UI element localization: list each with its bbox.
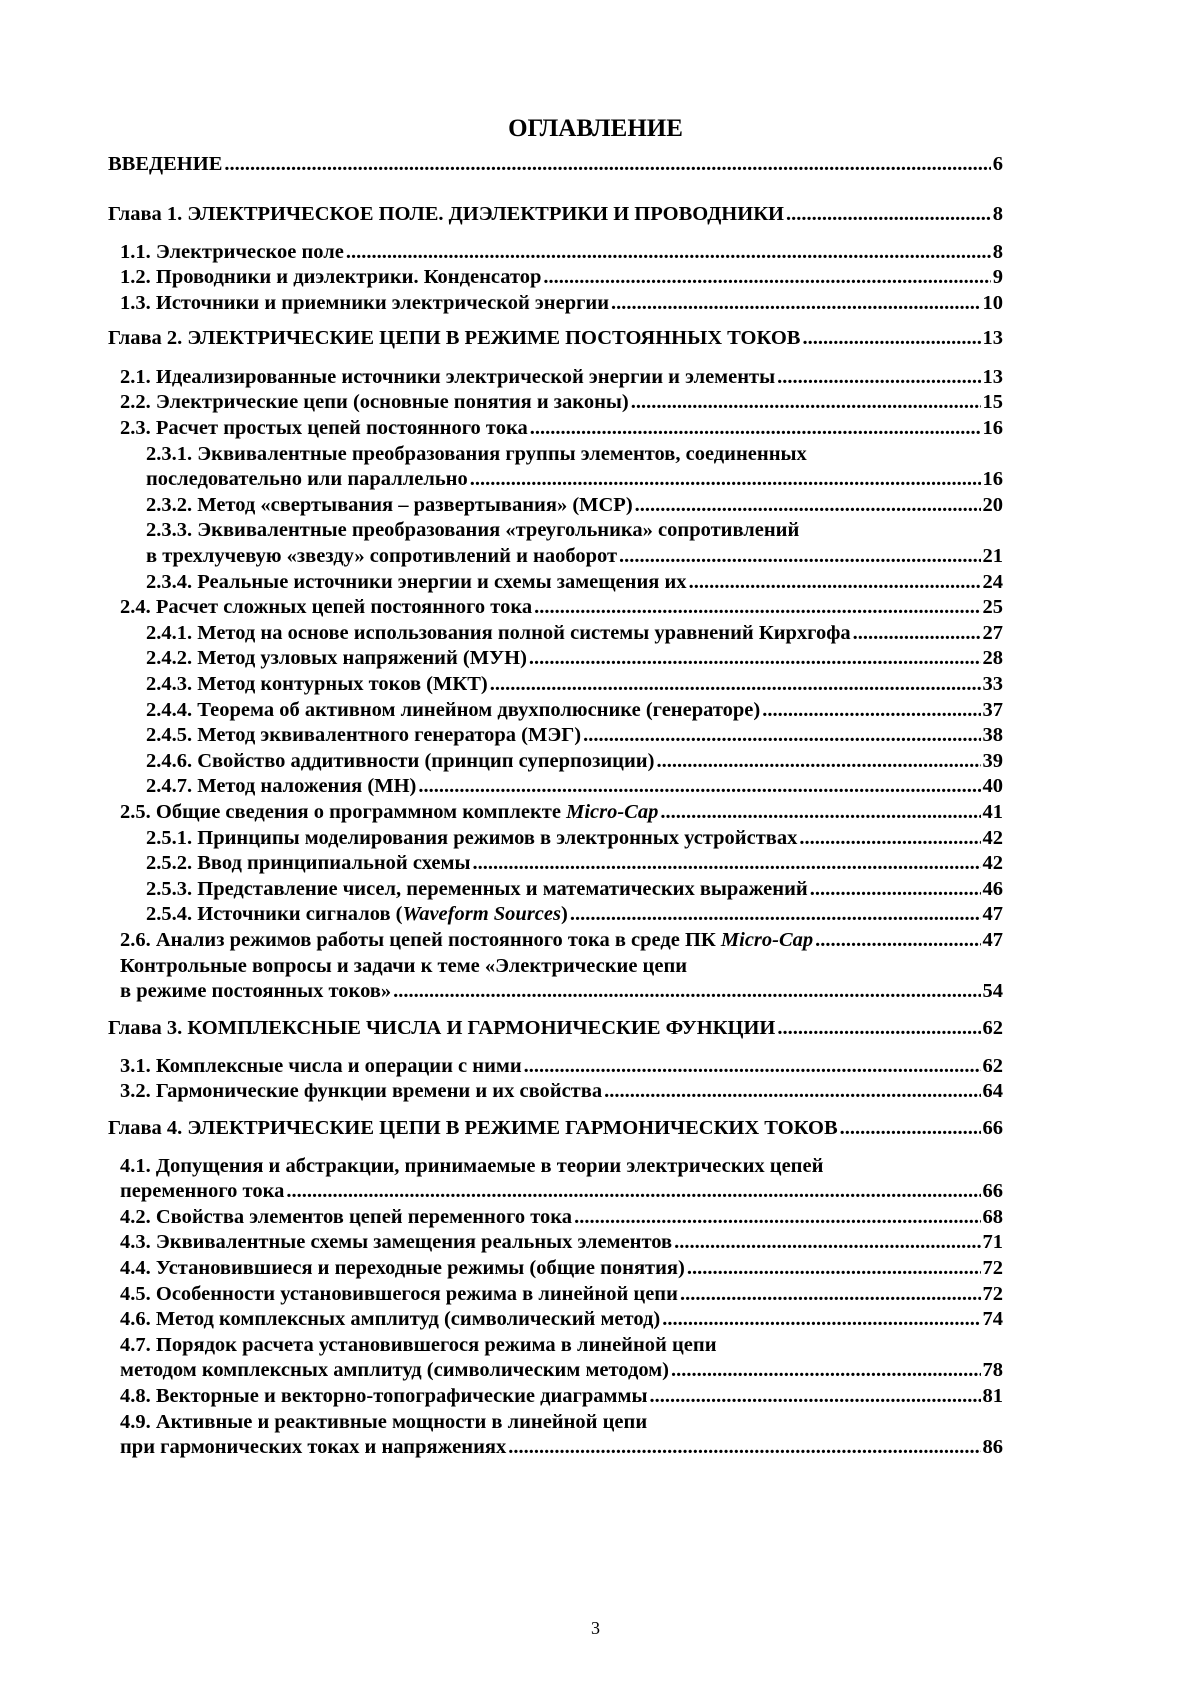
toc-section-2-3-2[interactable] bbox=[146, 492, 1003, 518]
toc-entry-page: 68 bbox=[982, 1206, 1003, 1228]
dot-leader bbox=[570, 901, 981, 927]
toc-entry-label: 2.4.5. Метод эквивалентного генератора (МЭГ) bbox=[146, 724, 582, 746]
toc-chapter-2[interactable] bbox=[108, 325, 1003, 351]
dot-leader bbox=[346, 239, 991, 265]
dot-leader bbox=[418, 773, 980, 799]
toc-entry-label bbox=[120, 799, 658, 825]
dot-leader bbox=[583, 722, 980, 748]
toc-chapter-1[interactable] bbox=[108, 201, 1003, 227]
toc-section-2-4-6[interactable] bbox=[146, 748, 1003, 774]
toc-entry-label: 2.5.3. Представление чисел, переменных и математических выражений bbox=[146, 878, 808, 900]
toc-entry-page: 46 bbox=[982, 878, 1003, 900]
toc-questions-2-line1[interactable]: Контрольные вопросы и задачи к теме «Электрические цепи bbox=[120, 955, 688, 977]
label-text: 2.5. Общие сведения о программном комплекте bbox=[120, 801, 567, 823]
toc-section-2-5-3[interactable] bbox=[146, 876, 1003, 902]
toc-entry-label: 1.1. Электрическое поле bbox=[120, 241, 344, 263]
toc-entry-label: Глава 4. ЭЛЕКТРИЧЕСКИЕ ЦЕПИ В РЕЖИМЕ ГАРМОНИЧЕСКИХ ТОКОВ bbox=[108, 1117, 838, 1139]
dot-leader bbox=[393, 978, 980, 1004]
toc-entry-page: 39 bbox=[982, 750, 1003, 772]
toc-entry-label: 2.3.2. Метод «свертывания – развертывания» (МСР) bbox=[146, 494, 633, 516]
dot-leader bbox=[604, 1078, 980, 1104]
toc-entry-page: 41 bbox=[982, 801, 1003, 823]
toc-entry-label: 2.4.7. Метод наложения (МН) bbox=[146, 775, 417, 797]
toc-entry-label: в трехлучевую «звезду» сопротивлений и наоборот bbox=[146, 545, 618, 567]
dot-leader bbox=[853, 620, 981, 646]
toc-entry-label: переменного тока bbox=[120, 1180, 285, 1202]
toc-entry-label: 4.3. Эквивалентные схемы замещения реальных элементов bbox=[120, 1231, 673, 1253]
toc-chapter-4[interactable] bbox=[108, 1115, 1003, 1141]
dot-leader bbox=[649, 1383, 980, 1409]
toc-section-4-1-line1[interactable]: 4.1. Допущения и абстракции, принимаемые в теории электрических цепей bbox=[120, 1155, 824, 1177]
toc-entry-page: 62 bbox=[982, 1055, 1003, 1077]
toc-section-1-1[interactable] bbox=[120, 239, 1003, 265]
label-text: 2.6. Анализ режимов работы цепей постоянного тока в среде ПК bbox=[120, 929, 721, 951]
toc-entry-page: 8 bbox=[992, 203, 1003, 225]
dot-leader bbox=[802, 325, 980, 351]
toc-entry-page: 20 bbox=[982, 494, 1003, 516]
dot-leader bbox=[543, 264, 990, 290]
dot-leader bbox=[224, 151, 990, 177]
toc-entry-label: последовательно или параллельно bbox=[146, 468, 468, 490]
toc-section-4-7-line1[interactable]: 4.7. Порядок расчета установившегося режима в линейной цепи bbox=[120, 1334, 717, 1356]
toc-section-1-2[interactable] bbox=[120, 264, 1003, 290]
toc-entry-page: 47 bbox=[982, 903, 1003, 925]
toc-entry-page: 24 bbox=[982, 571, 1003, 593]
toc-entry-label: 4.8. Векторные и векторно-топографические диаграммы bbox=[120, 1385, 648, 1407]
toc-entry-label: 2.4.2. Метод узловых напряжений (МУН) bbox=[146, 647, 527, 669]
toc-entry-page: 71 bbox=[982, 1231, 1003, 1253]
toc-section-2-6[interactable] bbox=[120, 927, 1003, 953]
product-name: Micro-Cap bbox=[720, 929, 814, 951]
dot-leader bbox=[529, 645, 981, 671]
toc-entry-label: 4.4. Установившиеся и переходные режимы (общие понятия) bbox=[120, 1257, 685, 1279]
toc-section-2-4-2[interactable] bbox=[146, 645, 1003, 671]
dot-leader bbox=[619, 543, 980, 569]
label-text-end: ) bbox=[560, 903, 568, 925]
toc-entry-label: Глава 1. ЭЛЕКТРИЧЕСКОЕ ПОЛЕ. ДИЭЛЕКТРИКИ И ПРОВОДНИКИ bbox=[108, 203, 784, 225]
dot-leader bbox=[534, 594, 980, 620]
dot-leader bbox=[530, 415, 981, 441]
dot-leader bbox=[286, 1178, 980, 1204]
toc-entry-page: 13 bbox=[982, 327, 1003, 349]
toc-entry-page: 86 bbox=[982, 1436, 1003, 1458]
dot-leader bbox=[524, 1053, 981, 1079]
toc-entry-page: 72 bbox=[982, 1257, 1003, 1279]
toc-entry-page: 72 bbox=[982, 1283, 1003, 1305]
toc-entry-page: 62 bbox=[982, 1017, 1003, 1039]
toc-entry-page: 66 bbox=[982, 1117, 1003, 1139]
toc-entry-page: 66 bbox=[982, 1180, 1003, 1202]
toc-entry-label: Глава 2. ЭЛЕКТРИЧЕСКИЕ ЦЕПИ В РЕЖИМЕ ПОСТОЯННЫХ ТОКОВ bbox=[108, 327, 801, 349]
dot-leader bbox=[473, 850, 981, 876]
dot-leader bbox=[762, 697, 980, 723]
toc-entry-label: 2.4. Расчет сложных цепей постоянного тока bbox=[120, 596, 533, 618]
dot-leader bbox=[810, 876, 981, 902]
toc-section-4-7[interactable] bbox=[120, 1357, 1003, 1383]
dot-leader bbox=[687, 1255, 981, 1281]
toc-entry-label: 4.6. Метод комплексных амплитуд (символический метод) bbox=[120, 1308, 661, 1330]
toc-section-2-4-4[interactable] bbox=[146, 697, 1003, 723]
dot-leader bbox=[674, 1229, 980, 1255]
toc-entry-page: 81 bbox=[982, 1385, 1003, 1407]
toc-entry-page: 10 bbox=[982, 292, 1003, 314]
dot-leader bbox=[799, 825, 980, 851]
toc-entry-label: 2.4.4. Теорема об активном линейном двухполюснике (генераторе) bbox=[146, 699, 761, 721]
toc-entry-page: 21 bbox=[982, 545, 1003, 567]
toc-section-2-1[interactable] bbox=[120, 364, 1003, 390]
dot-leader bbox=[777, 364, 980, 390]
toc-entry-page: 6 bbox=[992, 153, 1003, 175]
toc-entry-label: в режиме постоянных токов» bbox=[120, 980, 392, 1002]
toc-entry-label: 2.4.6. Свойство аддитивности (принцип суперпозиции) bbox=[146, 750, 655, 772]
toc-section-4-8[interactable] bbox=[120, 1383, 1003, 1409]
toc-section-1-3[interactable] bbox=[120, 290, 1003, 316]
toc-title: ОГЛАВЛЕНИЕ bbox=[508, 115, 683, 142]
toc-entry-page: 15 bbox=[982, 391, 1003, 413]
toc-section-2-3[interactable] bbox=[120, 415, 1003, 441]
toc-section-4-5[interactable] bbox=[120, 1281, 1003, 1307]
toc-section-4-4[interactable] bbox=[120, 1255, 1003, 1281]
toc-section-3-1[interactable] bbox=[120, 1053, 1003, 1079]
dot-leader bbox=[490, 671, 981, 697]
toc-entry-label: при гармонических токах и напряжениях bbox=[120, 1436, 507, 1458]
toc-entry-label: 1.3. Источники и приемники электрической энергии bbox=[120, 292, 610, 314]
dot-leader bbox=[470, 466, 981, 492]
toc-entry-page: 78 bbox=[982, 1359, 1003, 1381]
toc-section-2-4[interactable] bbox=[120, 594, 1003, 620]
toc-section-2-3-3-line1[interactable]: 2.3.3. Эквивалентные преобразования «треугольника» сопротивлений bbox=[146, 519, 800, 541]
dot-leader bbox=[660, 799, 980, 825]
toc-entry-label: 2.5.1. Принципы моделирования режимов в электронных устройствах bbox=[146, 827, 798, 849]
toc-section-4-9-line1[interactable]: 4.9. Активные и реактивные мощности в линейной цепи bbox=[120, 1411, 648, 1433]
toc-entry-label: 2.4.3. Метод контурных токов (МКТ) bbox=[146, 673, 488, 695]
product-name: Waveform Sources bbox=[402, 903, 561, 925]
toc-entry-page: 27 bbox=[982, 622, 1003, 644]
toc-entry-label: 4.2. Свойства элементов цепей переменного тока bbox=[120, 1206, 573, 1228]
toc-entry-page: 37 bbox=[982, 699, 1003, 721]
toc-entry-page: 74 bbox=[982, 1308, 1003, 1330]
toc-entry-label: 2.5.2. Ввод принципиальной схемы bbox=[146, 852, 471, 874]
toc-section-4-3[interactable] bbox=[120, 1229, 1003, 1255]
toc-section-2-4-5[interactable] bbox=[146, 722, 1003, 748]
toc-entry-page: 28 bbox=[982, 647, 1003, 669]
toc-entry-page: 9 bbox=[992, 266, 1003, 288]
dot-leader bbox=[574, 1204, 980, 1230]
toc-entry-label: 4.5. Особенности установившегося режима в линейной цепи bbox=[120, 1283, 678, 1305]
dot-leader bbox=[680, 1281, 981, 1307]
toc-entry-page: 8 bbox=[992, 241, 1003, 263]
toc-section-4-6[interactable] bbox=[120, 1306, 1003, 1332]
toc-entry-page: 54 bbox=[982, 980, 1003, 1002]
toc-entry-label: 2.3. Расчет простых цепей постоянного тока bbox=[120, 417, 528, 439]
toc-section-2-5-2[interactable] bbox=[146, 850, 1003, 876]
toc-section-2-3-3[interactable] bbox=[146, 543, 1003, 569]
toc-entry-page: 13 bbox=[982, 366, 1003, 388]
dot-leader bbox=[611, 290, 980, 316]
toc-section-4-1[interactable] bbox=[120, 1178, 1003, 1204]
toc-entry-label bbox=[120, 927, 813, 953]
page-number: 3 bbox=[591, 1618, 600, 1638]
toc-entry-label: ВВЕДЕНИЕ bbox=[108, 153, 223, 175]
toc-entry-label: 2.3.4. Реальные источники энергии и схемы замещения их bbox=[146, 571, 687, 593]
toc-section-2-4-7[interactable] bbox=[146, 773, 1003, 799]
toc-chapter-3[interactable] bbox=[108, 1015, 1003, 1041]
toc-section-2-4-1[interactable] bbox=[146, 620, 1003, 646]
toc-entry-page: 16 bbox=[982, 468, 1003, 490]
toc-entry-label: 1.2. Проводники и диэлектрики. Конденсатор bbox=[120, 266, 542, 288]
dot-leader bbox=[635, 492, 981, 518]
dot-leader bbox=[656, 748, 980, 774]
toc-entry-page: 16 bbox=[982, 417, 1003, 439]
toc-section-2-5[interactable] bbox=[120, 799, 1003, 825]
toc-section-4-2[interactable] bbox=[120, 1204, 1003, 1230]
toc-entry-page: 33 bbox=[982, 673, 1003, 695]
toc-section-2-4-3[interactable] bbox=[146, 671, 1003, 697]
toc-entry-page: 64 bbox=[982, 1080, 1003, 1102]
toc-entry-page: 42 bbox=[982, 827, 1003, 849]
toc-section-2-5-1[interactable] bbox=[146, 825, 1003, 851]
dot-leader bbox=[508, 1434, 980, 1460]
dot-leader bbox=[662, 1306, 980, 1332]
toc-entry-page: 47 bbox=[982, 929, 1003, 951]
toc-entry-label: методом комплексных амплитуд (символическим методом) bbox=[120, 1359, 669, 1381]
toc-section-2-5-4[interactable] bbox=[146, 901, 1003, 927]
toc-section-2-3-1-line1[interactable]: 2.3.1. Эквивалентные преобразования группы элементов, соединенных bbox=[146, 443, 807, 465]
dot-leader bbox=[840, 1115, 981, 1141]
dot-leader bbox=[777, 1015, 980, 1041]
toc-entry-label: 3.1. Комплексные числа и операции с ними bbox=[120, 1055, 522, 1077]
toc-entry-label: Глава 3. КОМПЛЕКСНЫЕ ЧИСЛА И ГАРМОНИЧЕСКИЕ ФУНКЦИИ bbox=[108, 1017, 776, 1039]
toc-section-2-3-4[interactable] bbox=[146, 569, 1003, 595]
toc-questions-2[interactable] bbox=[120, 978, 1003, 1004]
dot-leader bbox=[671, 1357, 981, 1383]
toc-entry-label bbox=[146, 901, 568, 927]
toc-section-2-2[interactable] bbox=[120, 389, 1003, 415]
toc-section-3-2[interactable] bbox=[120, 1078, 1003, 1104]
toc-entry-label: 2.4.1. Метод на основе использования полной системы уравнений Кирхгофа bbox=[146, 622, 851, 644]
toc-entry-page: 42 bbox=[982, 852, 1003, 874]
dot-leader bbox=[631, 389, 981, 415]
product-name: Micro-Cap bbox=[566, 801, 659, 823]
label-text: 2.5.4. Источники сигналов ( bbox=[146, 903, 403, 925]
dot-leader bbox=[786, 201, 991, 227]
dot-leader bbox=[689, 569, 981, 595]
toc-entry-label: 2.1. Идеализированные источники электрической энергии и элементы bbox=[120, 366, 776, 388]
toc-section-2-3-1[interactable] bbox=[146, 466, 1003, 492]
toc-entry-page: 40 bbox=[982, 775, 1003, 797]
toc-entry-intro[interactable] bbox=[108, 151, 1003, 177]
toc-section-4-9[interactable] bbox=[120, 1434, 1003, 1460]
toc-entry-page: 38 bbox=[982, 724, 1003, 746]
dot-leader bbox=[815, 927, 980, 953]
toc-entry-label: 2.2. Электрические цепи (основные понятия и законы) bbox=[120, 391, 629, 413]
toc-entry-page: 25 bbox=[982, 596, 1003, 618]
toc-entry-label: 3.2. Гармонические функции времени и их свойства bbox=[120, 1080, 603, 1102]
